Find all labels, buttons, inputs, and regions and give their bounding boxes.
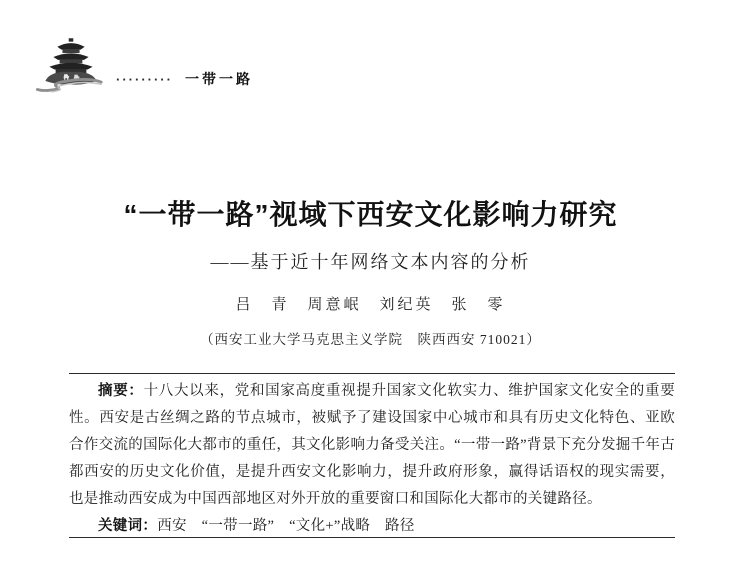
article-authors: 吕 青 周意岷 刘纪英 张 零: [235, 297, 506, 313]
journal-header: [34, 36, 253, 94]
dotted-leader: ·········: [116, 72, 173, 87]
header-line: [116, 72, 253, 86]
article-title: “一带一路”视域下西安文化影响力研究: [123, 199, 618, 230]
abstract-paragraph: [69, 378, 675, 513]
abstract-text: 十八大以来，党和国家高度重视提升国家文化软实力、维护国家文化安全的重要性。西安是古丝绸之路的节点城市，被赋予了建设国家中心城市和具有历史文化特色、亚欧合作交流的国际化大都市的重任，其文化影响力备受关注。“一带一路”背景下充分发掘千年古都西安的历史文化价值，是提升西安文化影响力，提升政府形象，赢得话语权的现实需要，也是推动西安成为中国西部地区对外开放的重要窗口和国际化大都市的关键路径。: [69, 383, 676, 507]
abstract-label: 摘要：: [98, 383, 144, 399]
keywords-text: 西安 “一带一路” “文化+”战略 路径: [157, 518, 415, 534]
silk-road-emblem-icon: [34, 36, 108, 94]
article-affiliation: （西安工业大学马克思主义学院 陕西西安 710021）: [200, 332, 541, 347]
section-label: 一带一路: [184, 71, 253, 87]
keywords-label: 关键词：: [98, 518, 158, 534]
keywords-paragraph: [69, 513, 675, 540]
article-subtitle: ——基于近十年网络文本内容的分析: [210, 252, 531, 272]
abstract-box: [69, 373, 675, 538]
